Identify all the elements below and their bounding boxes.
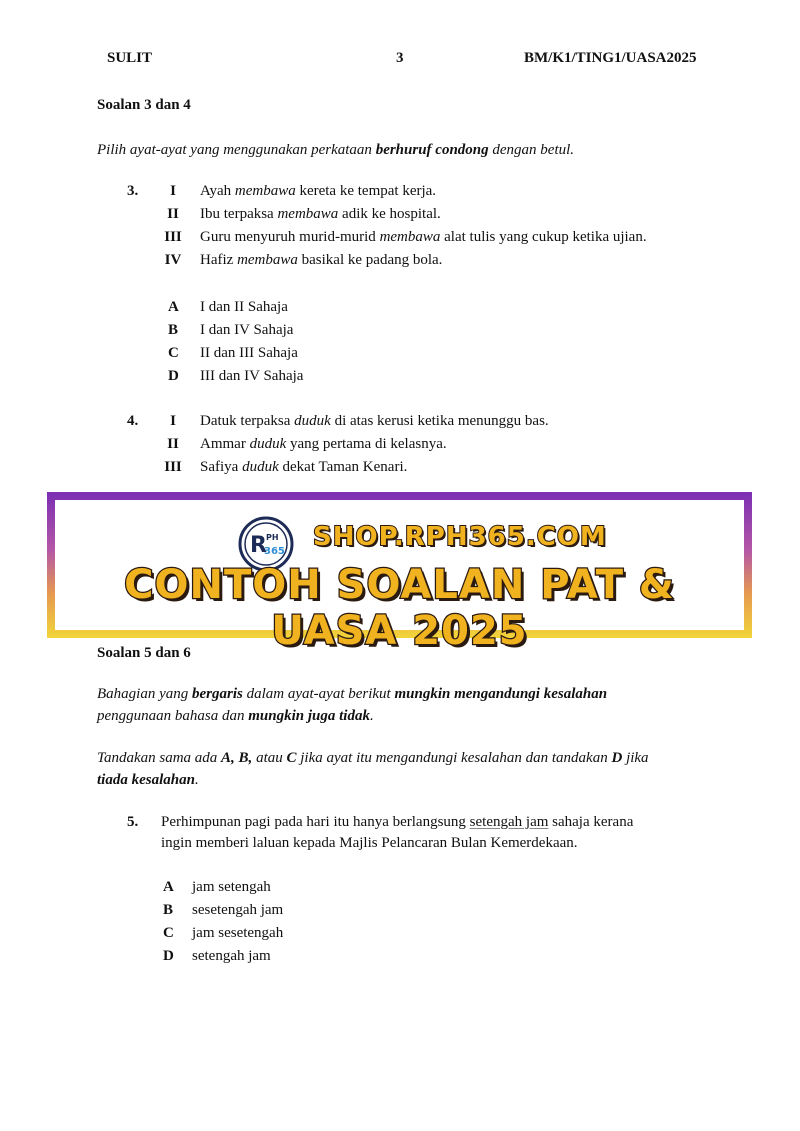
option-letter: D (163, 948, 174, 964)
section-heading-3-4: Soalan 3 dan 4 (97, 97, 191, 113)
instruction-5-6-line1: Bahagian yang bergaris dalam ayat-ayat berikut mungkin mengandungi kesalahan (97, 686, 608, 702)
roman-numeral: IV (164, 252, 182, 268)
option-text: III dan IV Sahaja (200, 368, 304, 384)
instruction-5-6-line2: penggunaan bahasa dan mungkin juga tidak. (97, 708, 374, 724)
svg-text:R: R (250, 533, 267, 558)
option-letter: D (168, 368, 179, 384)
instruction-text-end: dengan betul. (488, 142, 575, 158)
instruction-emphasis: berhuruf condong (375, 142, 489, 158)
statement-text: Ammar duduk yang pertama di kelasnya. (200, 436, 447, 452)
statement-text: Datuk terpaksa duduk di atas kerusi ketika menunggu bas. (200, 413, 549, 429)
svg-text:PH: PH (266, 533, 279, 542)
option-letter: C (163, 925, 174, 941)
option-letter: A (168, 299, 179, 315)
roman-numeral: II (167, 436, 179, 452)
option-text: sesetengah jam (192, 902, 284, 918)
statement-text: Ibu terpaksa membawa adik ke hospital. (200, 206, 441, 222)
q5-text-line2: ingin memberi laluan kepada Majlis Pelancaran Bulan Kemerdekaan. (161, 835, 578, 851)
question-number-3: 3. (127, 183, 139, 199)
page-number: 3 (396, 50, 404, 66)
underlined-phrase: setengah jam (469, 814, 549, 830)
roman-numeral: II (167, 206, 179, 222)
question-number-5: 5. (127, 814, 139, 830)
option-letter: C (168, 345, 179, 361)
instruction-answer-line1: Tandakan sama ada A, B, atau C jika ayat itu mengandungi kesalahan dan tandakan D jika (97, 750, 649, 766)
instruction-answer-line2: tiada kesalahan. (97, 772, 199, 788)
option-text: II dan III Sahaja (200, 345, 298, 361)
roman-numeral: III (164, 229, 182, 245)
option-letter: B (163, 902, 174, 918)
header-left: SULIT (107, 50, 153, 66)
option-text: I dan IV Sahaja (200, 322, 294, 338)
roman-numeral: I (170, 413, 176, 429)
statement-text: Ayah membawa kereta ke tempat kerja. (200, 183, 437, 199)
section-heading-5-6: Soalan 5 dan 6 (97, 645, 191, 661)
option-text: jam sesetengah (192, 925, 284, 941)
option-text: I dan II Sahaja (200, 299, 288, 315)
roman-numeral: I (170, 183, 176, 199)
header-code: BM/K1/TING1/UASA2025 (524, 50, 697, 66)
shop-url: SHOP.RPH365.COM (313, 522, 607, 552)
banner-title: CONTOH SOALAN PAT & UASA 2025 (124, 562, 675, 654)
option-letter: B (168, 322, 179, 338)
q5-text-line1: Perhimpunan pagi pada hari itu hanya berlangsung setengah jam sahaja kerana (161, 814, 634, 830)
statement-text: Safiya duduk dekat Taman Kenari. (200, 459, 408, 475)
svg-text:365: 365 (264, 546, 285, 557)
question-number-4: 4. (127, 413, 139, 429)
statement-text: Guru menyuruh murid-murid membawa alat tulis yang cukup ketika ujian. (200, 229, 647, 245)
statement-text: Hafiz membawa basikal ke padang bola. (200, 252, 443, 268)
option-letter: A (163, 879, 174, 895)
roman-numeral: III (164, 459, 182, 475)
option-text: jam setengah (192, 879, 271, 895)
instruction-3-4 (97, 142, 574, 159)
instruction-text: Pilih ayat-ayat yang menggunakan perkataan (97, 142, 376, 158)
option-text: setengah jam (192, 948, 271, 964)
